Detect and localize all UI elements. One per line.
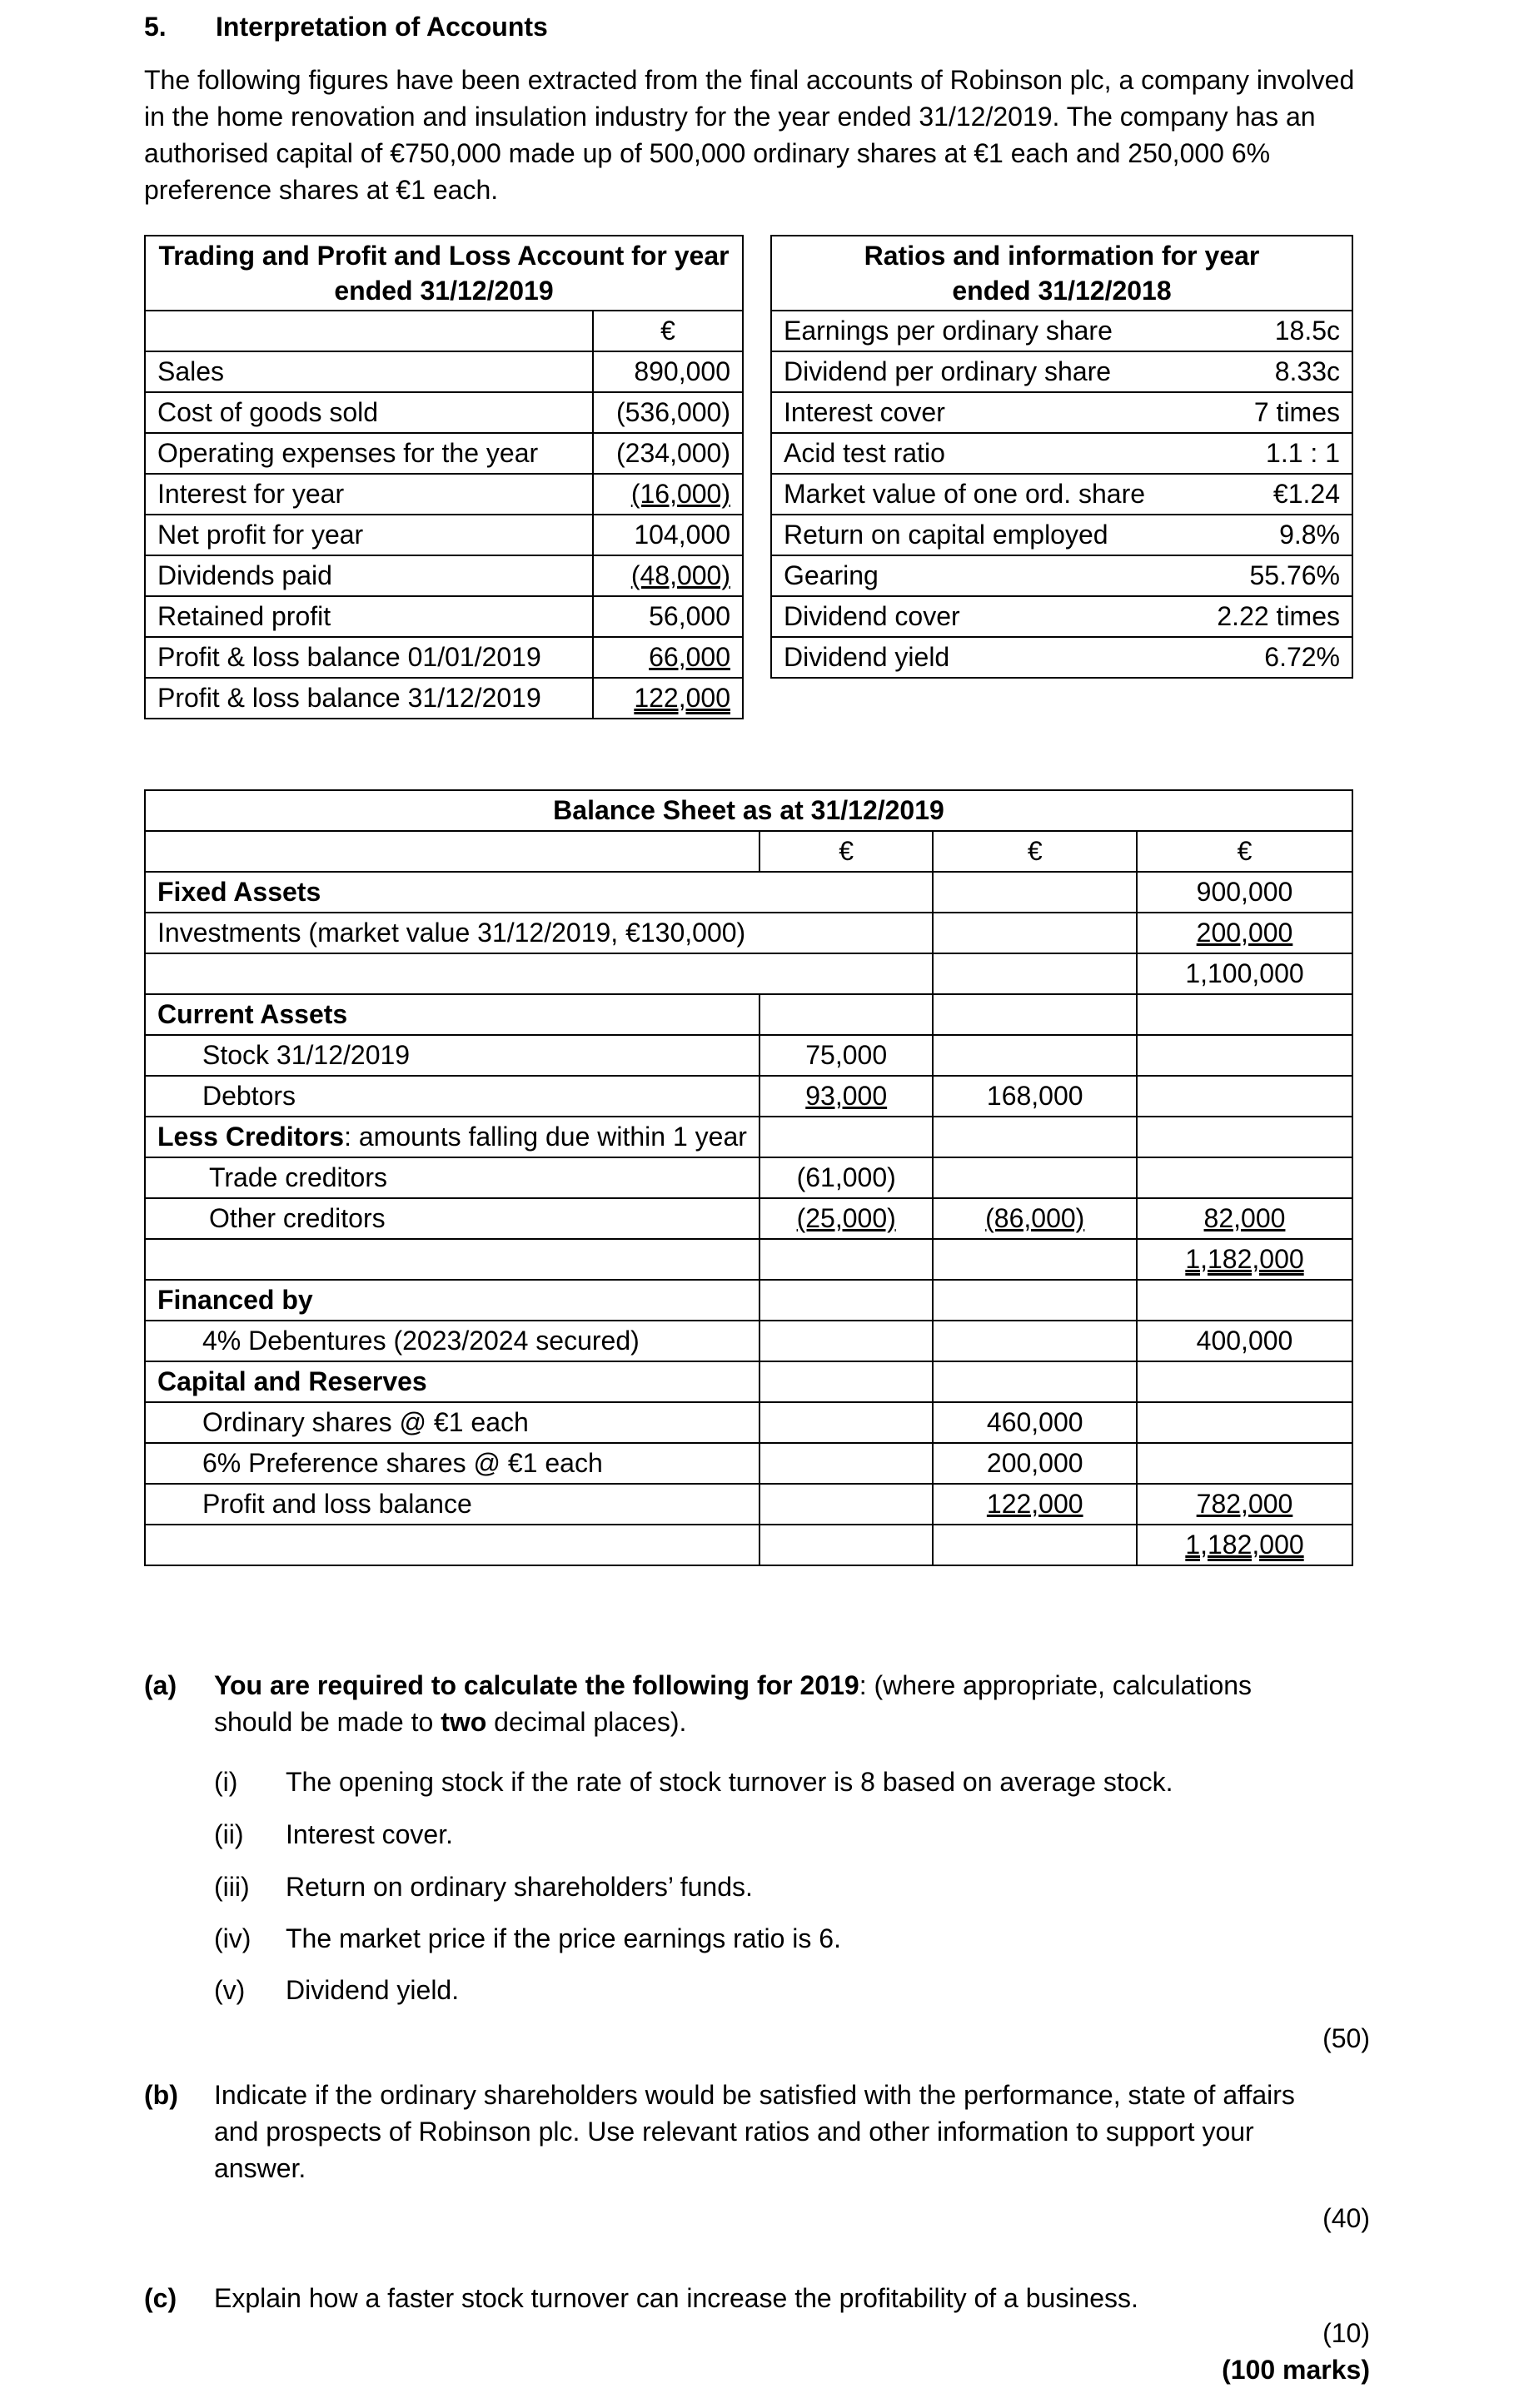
table-row	[145, 1035, 1352, 1076]
part-a-label: (a)	[144, 1670, 177, 1700]
table-row	[771, 311, 1352, 351]
currency-col2: €	[933, 831, 1137, 872]
table-row	[145, 596, 743, 637]
table-row	[145, 1198, 1352, 1239]
table-row	[771, 392, 1352, 433]
row-label: Dividend cover	[771, 596, 1192, 637]
row-value: (16,000)	[630, 479, 730, 509]
table-row	[145, 953, 1352, 994]
total-net-assets: 1,182,000	[1185, 1244, 1304, 1274]
less-creditors-bold: Less Creditors	[157, 1122, 345, 1152]
table-row	[145, 555, 743, 596]
table-row	[771, 433, 1352, 474]
row-value: 55.76%	[1192, 555, 1352, 596]
row-label: Profit & loss balance 31/12/2019	[145, 678, 593, 719]
table-row	[145, 1239, 1352, 1280]
row-value: 122,000	[634, 683, 730, 713]
working-capital: 82,000	[1203, 1203, 1286, 1233]
part-c-text: Explain how a faster stock turnover can increase the profitability of a business.	[214, 2283, 1138, 2313]
row-value: 104,000	[593, 515, 743, 555]
question-title: Interpretation of Accounts	[216, 12, 548, 42]
total-marks: (100 marks)	[1222, 2355, 1370, 2385]
row-label: Net profit for year	[145, 515, 593, 555]
row-value: 2.22 times	[1192, 596, 1352, 637]
stock-value: 75,000	[759, 1035, 934, 1076]
table-row	[771, 637, 1352, 678]
row-label: Return on capital employed	[771, 515, 1192, 555]
row-label: Operating expenses for the year	[145, 433, 593, 474]
row-label: Dividend per ordinary share	[771, 351, 1192, 392]
pl-balance-label: Profit and loss balance	[145, 1484, 759, 1525]
sub-item-text: The opening stock if the rate of stock turnover is 8 based on average stock.	[286, 1767, 1173, 1797]
part-a-rest2c: decimal places).	[486, 1707, 687, 1737]
table-row	[145, 1076, 1352, 1117]
pref-shares-label: 6% Preference shares @ €1 each	[145, 1443, 759, 1484]
table-row	[145, 392, 743, 433]
table-row	[771, 555, 1352, 596]
trading-currency: €	[593, 311, 743, 351]
table-row	[145, 1402, 1352, 1443]
other-creditors-label: Other creditors	[145, 1198, 759, 1239]
less-creditors-label	[145, 1117, 759, 1157]
row-label: Dividends paid	[145, 555, 593, 596]
row-value: (536,000)	[593, 392, 743, 433]
fixed-subtotal: 1,100,000	[1137, 953, 1352, 994]
row-value: 56,000	[593, 596, 743, 637]
balance-sheet-title: Balance Sheet as at 31/12/2019	[145, 790, 1352, 831]
ratios-table-title	[771, 236, 1352, 311]
row-label: Cost of goods sold	[145, 392, 593, 433]
part-b-label: (b)	[144, 2080, 178, 2110]
table-row	[145, 515, 743, 555]
sub-item-num: (v)	[214, 1975, 246, 2005]
ratios-title-line1: Ratios and information for year	[864, 241, 1260, 271]
trading-blank-cell	[145, 311, 593, 351]
currency-col3: €	[1137, 831, 1352, 872]
part-a-marks: (50)	[1322, 2023, 1370, 2053]
debentures-value: 400,000	[1137, 1321, 1352, 1361]
question-intro: The following figures have been extracted from the final accounts of Robinson plc, a company involved in the home renovation and insulation industry for the year ended 31/12/2019. The company has an authorised capital of €750,000 made up of 500,000 ordinary shares at €1 each and 250,000 6% preference shares at €1 each.	[144, 65, 1355, 205]
debentures-label: 4% Debentures (2023/2024 secured)	[145, 1321, 759, 1361]
table-row	[145, 913, 1352, 953]
current-assets-total: 168,000	[933, 1076, 1137, 1117]
sub-item-text: Dividend yield.	[286, 1975, 460, 2005]
table-row	[145, 637, 743, 678]
trading-table-title	[145, 236, 743, 311]
row-value: 6.72%	[1192, 637, 1352, 678]
ordinary-shares-label: Ordinary shares @ €1 each	[145, 1402, 759, 1443]
row-value: 890,000	[593, 351, 743, 392]
row-label: Market value of one ord. share	[771, 474, 1192, 515]
sub-item-num: (iii)	[214, 1872, 250, 1902]
row-label: Dividend yield	[771, 637, 1192, 678]
capital-reserves-label: Capital and Reserves	[145, 1361, 759, 1402]
sub-item-text: Return on ordinary shareholders’ funds.	[286, 1872, 753, 1902]
row-value: 7 times	[1192, 392, 1352, 433]
part-a-text	[214, 1667, 1380, 1740]
stock-label: Stock 31/12/2019	[145, 1035, 759, 1076]
part-a-rest1: : (where appropriate, calculations	[859, 1670, 1253, 1700]
table-row	[145, 351, 743, 392]
table-row	[145, 1443, 1352, 1484]
ordinary-shares-value: 460,000	[933, 1402, 1137, 1443]
row-label: Gearing	[771, 555, 1192, 596]
question-number: 5.	[144, 12, 167, 42]
row-value: (234,000)	[593, 433, 743, 474]
grand-total: 1,182,000	[1185, 1530, 1304, 1560]
row-value: 8.33c	[1192, 351, 1352, 392]
row-value: 18.5c	[1192, 311, 1352, 351]
sub-item-text: The market price if the price earnings ratio is 6.	[286, 1923, 841, 1953]
row-label: Sales	[145, 351, 593, 392]
row-label: Interest cover	[771, 392, 1192, 433]
debtors-label: Debtors	[145, 1076, 759, 1117]
part-c-label: (c)	[144, 2283, 177, 2313]
ratios-title-line2: ended 31/12/2018	[952, 276, 1172, 306]
part-b-marks: (40)	[1322, 2203, 1370, 2233]
table-row	[145, 678, 743, 719]
table-row	[145, 1157, 1352, 1198]
row-value: 66,000	[649, 642, 730, 672]
table-row	[145, 1280, 1352, 1321]
debtors-value: 93,000	[805, 1081, 888, 1111]
row-value: 1.1 : 1	[1192, 433, 1352, 474]
trade-creditors-value: (61,000)	[759, 1157, 934, 1198]
table-row	[145, 433, 743, 474]
trading-title-line1: Trading and Profit and Loss Account for year	[158, 241, 730, 271]
trading-profit-loss-table	[144, 235, 744, 719]
ratios-table	[770, 235, 1353, 679]
part-a-bold: You are required to calculate the following for 2019	[214, 1670, 859, 1700]
table-row	[145, 1117, 1352, 1157]
table-row	[145, 872, 1352, 913]
trade-creditors-label: Trade creditors	[145, 1157, 759, 1198]
table-row	[145, 474, 743, 515]
row-label: Earnings per ordinary share	[771, 311, 1192, 351]
table-row	[145, 1321, 1352, 1361]
table-row	[771, 515, 1352, 555]
part-a-rest2a: should be made to	[214, 1707, 441, 1737]
table-row	[145, 1525, 1352, 1565]
row-value: 9.8%	[1192, 515, 1352, 555]
creditors-total: (86,000)	[985, 1203, 1085, 1233]
part-a-two: two	[441, 1707, 487, 1737]
table-row	[771, 351, 1352, 392]
financed-by-label: Financed by	[145, 1280, 759, 1321]
investments-value: 200,000	[1196, 918, 1293, 948]
blank-cell	[145, 831, 759, 872]
row-label: Profit & loss balance 01/01/2019	[145, 637, 593, 678]
row-label: Retained profit	[145, 596, 593, 637]
other-creditors-value: (25,000)	[796, 1203, 896, 1233]
sub-item-num: (ii)	[214, 1819, 244, 1849]
pl-balance-value: 122,000	[986, 1489, 1083, 1519]
current-assets-label: Current Assets	[145, 994, 759, 1035]
part-b-text: Indicate if the ordinary shareholders would be satisfied with the performance, state of affairs and prospects of Robinson plc. Use relevant ratios and other information to support your answer.	[214, 2080, 1295, 2183]
balance-sheet-table	[144, 789, 1353, 1566]
less-creditors-rest: : amounts falling due within 1 year	[344, 1122, 747, 1152]
trading-title-line2: ended 31/12/2019	[334, 276, 554, 306]
row-value: (48,000)	[630, 560, 730, 590]
row-value: €1.24	[1192, 474, 1352, 515]
table-row	[771, 596, 1352, 637]
table-row	[145, 1361, 1352, 1402]
sub-item-text: Interest cover.	[286, 1819, 453, 1849]
currency-col1: €	[759, 831, 934, 872]
sub-item-num: (i)	[214, 1767, 238, 1797]
pref-shares-value: 200,000	[933, 1443, 1137, 1484]
fixed-assets-label: Fixed Assets	[145, 872, 933, 913]
table-row	[145, 994, 1352, 1035]
sub-item-num: (iv)	[214, 1923, 252, 1953]
capital-total: 782,000	[1196, 1489, 1293, 1519]
investments-label: Investments (market value 31/12/2019, €130,000)	[145, 913, 933, 953]
fixed-assets-value: 900,000	[1137, 872, 1352, 913]
table-row	[771, 474, 1352, 515]
row-label: Acid test ratio	[771, 433, 1192, 474]
row-label: Interest for year	[145, 474, 593, 515]
part-c-marks: (10)	[1322, 2318, 1370, 2348]
table-row	[145, 1484, 1352, 1525]
